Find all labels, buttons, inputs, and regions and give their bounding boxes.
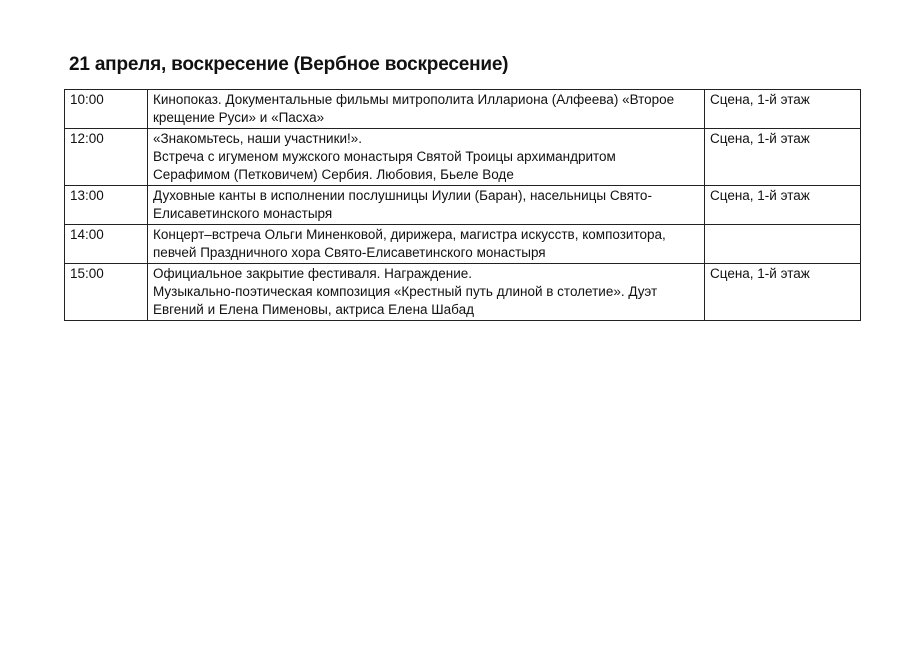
table-row [65,129,861,186]
event-cell [148,90,705,129]
schedule-table [64,89,861,321]
table-row [65,264,861,321]
time-cell: 14:00 [65,225,148,264]
event-line: Серафимом (Петковичем) Сербия. Любовия, Бьеле Воде [153,167,514,182]
event-cell [148,186,705,225]
event-line: Концерт–встреча Ольги Миненковой, дирижера, магистра искусств, композитора, [153,227,666,242]
place-cell [705,225,861,264]
table-row [65,186,861,225]
page-title: 21 апреля, воскресение (Вербное воскресение) [69,54,509,75]
event-cell [148,264,705,321]
event-line: Официальное закрытие фестиваля. Награждение. [153,266,473,281]
event-line: «Знакомьтесь, наши участники!». [153,131,363,146]
table-row [65,225,861,264]
event-line: Евгений и Елена Пименовы, актриса Елена Шабад [153,302,474,317]
event-line: Кинопоказ. Документальные фильмы митрополита Иллариона (Алфеева) «Второе [153,92,675,107]
event-cell [148,129,705,186]
event-line: певчей Праздничного хора Свято-Елисаветинского монастыря [153,245,546,260]
event-line: Духовные канты в исполнении послушницы Иулии (Баран), насельницы Свято- [153,188,652,203]
event-line: крещение Руси» и «Пасха» [153,110,325,125]
time-cell: 10:00 [65,90,148,129]
time-cell: 15:00 [65,264,148,321]
time-cell: 13:00 [65,186,148,225]
place-cell: Сцена, 1-й этаж [705,90,861,129]
event-line: Встреча с игуменом мужского монастыря Святой Троицы архимандритом [153,149,616,164]
place-cell: Сцена, 1-й этаж [705,186,861,225]
event-line: Музыкально-поэтическая композиция «Крестный путь длиной в столетие». Дуэт [153,284,658,299]
place-cell: Сцена, 1-й этаж [705,264,861,321]
event-line: Елисаветинского монастыря [153,206,333,221]
time-cell: 12:00 [65,129,148,186]
event-cell [148,225,705,264]
place-cell: Сцена, 1-й этаж [705,129,861,186]
table-row [65,90,861,129]
